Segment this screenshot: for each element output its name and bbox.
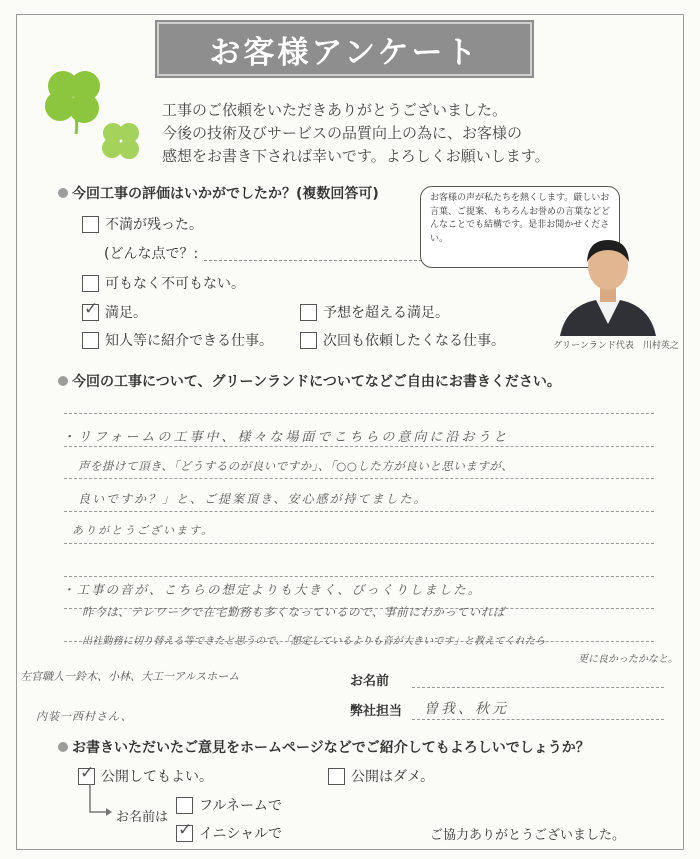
checkbox[interactable] bbox=[82, 216, 99, 233]
name-field[interactable] bbox=[412, 687, 664, 688]
option-fullname[interactable] bbox=[176, 795, 282, 815]
staff-label: 弊社担当 bbox=[350, 704, 403, 719]
thanks-text: ご協力ありがとうございました。 bbox=[430, 828, 626, 843]
intro-line: 工事のご依頼をいただきありがとうございました。 bbox=[162, 101, 508, 119]
comment-line: 出社勤務に切り替える等できたと思うので、「想定しているよりも音が大きいです」と教えてくれたら bbox=[82, 636, 546, 647]
option-unsatisfied[interactable] bbox=[82, 214, 203, 234]
option-recommend[interactable] bbox=[82, 330, 273, 350]
option-label: イニシャルで bbox=[199, 826, 283, 842]
bullet-icon bbox=[58, 188, 68, 198]
worker-note: 左官職人一鈴木、小林、大工一アルスホーム bbox=[20, 670, 240, 683]
staff-value: 曽我、秋元 bbox=[424, 701, 509, 717]
where-input-line[interactable] bbox=[204, 246, 432, 261]
option-publish-ng[interactable] bbox=[328, 766, 434, 786]
comment-line: 声を掛けて頂き、「どうするのが良いですか」、「○○した方が良いと思いますが、 bbox=[78, 459, 514, 473]
form-title bbox=[157, 22, 532, 76]
comment-line: 昨今は、テレワークで在宅勤務も多くなっているので、事前にわかっていれば bbox=[82, 605, 506, 619]
option-publish-ok[interactable] bbox=[78, 762, 213, 786]
checkbox-checked[interactable] bbox=[78, 762, 95, 785]
ceo-caption: グリーンランド代表 川村英之 bbox=[553, 341, 679, 351]
where-field[interactable] bbox=[104, 243, 444, 263]
ruled-line bbox=[64, 576, 654, 577]
comment-line: ・工事の音が、こちらの想定よりも大きく、びっくりしました。 bbox=[62, 582, 483, 597]
checkbox-checked[interactable] bbox=[82, 298, 99, 321]
name-label: お名前 bbox=[350, 674, 390, 689]
checkmark-icon: ✓ bbox=[178, 819, 193, 840]
intro-line: 今後の技術及びサービスの品質向上の為に、お客様の bbox=[162, 124, 523, 142]
q1-heading-text: 今回工事の評価はいかがでしたか？(複数回答可) bbox=[72, 186, 379, 202]
clover-small-icon bbox=[96, 118, 146, 166]
option-neutral[interactable] bbox=[82, 273, 245, 293]
ruled-line bbox=[64, 543, 654, 544]
ruled-line bbox=[64, 446, 654, 447]
checkbox[interactable] bbox=[300, 304, 317, 321]
name-as-label: お名前は bbox=[116, 810, 169, 825]
ruled-line bbox=[64, 511, 654, 512]
ruled-line bbox=[64, 478, 654, 479]
checkbox[interactable] bbox=[82, 332, 99, 349]
checkbox[interactable] bbox=[300, 332, 317, 349]
intro-text bbox=[162, 99, 550, 168]
worker-note: 内装一西村さん、 bbox=[36, 710, 133, 723]
option-again[interactable] bbox=[300, 330, 505, 350]
checkbox[interactable] bbox=[82, 275, 99, 292]
arrow-connector-icon bbox=[86, 784, 114, 820]
q1-heading bbox=[58, 183, 379, 203]
option-label: 公開してもよい。 bbox=[101, 769, 213, 785]
bullet-icon bbox=[58, 742, 68, 752]
option-label: 予想を超える満足。 bbox=[323, 305, 449, 321]
option-label: 知人等に紹介できる仕事。 bbox=[105, 333, 273, 349]
comment-line: ・リフォームの工事中、様々な場面でこちらの意向に沿おうと bbox=[62, 430, 510, 445]
comment-line: 良いですか？」と、ご提案頂き、安心感が持てました。 bbox=[78, 492, 428, 506]
speech-bubble: お客様の声が私たちを熱くします。厳しいお言葉、ご提案、もちろんお誉めの言葉などどんなことでも結構です。是非お聞かせください。 bbox=[420, 186, 620, 268]
intro-line: 感想をお書き下されば幸いです。よろしくお願いします。 bbox=[162, 147, 550, 165]
checkbox[interactable] bbox=[328, 768, 345, 785]
option-label: 公開はダメ。 bbox=[351, 769, 435, 785]
option-label: フルネームで bbox=[199, 798, 283, 814]
portrait-photo bbox=[556, 228, 660, 336]
q2-heading bbox=[58, 371, 561, 391]
q3-heading-text: お書きいただいたご意見をホームページなどでご紹介してもよろしいでしょうか？ bbox=[72, 740, 590, 756]
where-label: (どんな点で？: bbox=[104, 246, 199, 262]
option-initial[interactable] bbox=[176, 819, 283, 843]
form-title-text: お客様アンケート bbox=[209, 34, 480, 71]
option-label: 次回も依頼したくなる仕事。 bbox=[323, 333, 505, 349]
option-label: 可もなく不可もない。 bbox=[105, 276, 245, 292]
checkbox[interactable] bbox=[176, 797, 193, 814]
q3-heading bbox=[58, 737, 590, 757]
q2-heading-text: 今回の工事について、グリーンランドについてなどご自由にお書きください。 bbox=[72, 374, 561, 390]
bullet-icon bbox=[58, 376, 68, 386]
checkbox-checked[interactable] bbox=[176, 819, 193, 842]
option-label: 不満が残った。 bbox=[105, 217, 203, 233]
checkmark-icon: ✓ bbox=[80, 762, 95, 783]
ruled-line bbox=[64, 413, 654, 414]
staff-field bbox=[412, 719, 664, 720]
checkmark-icon: ✓ bbox=[84, 298, 99, 319]
option-exceeded[interactable] bbox=[300, 302, 449, 322]
comment-line: ありがとうございます。 bbox=[72, 524, 215, 537]
comment-line: 更に良かったかなと。 bbox=[578, 654, 678, 665]
option-label: 満足。 bbox=[105, 305, 147, 321]
option-satisfied[interactable] bbox=[82, 298, 147, 322]
